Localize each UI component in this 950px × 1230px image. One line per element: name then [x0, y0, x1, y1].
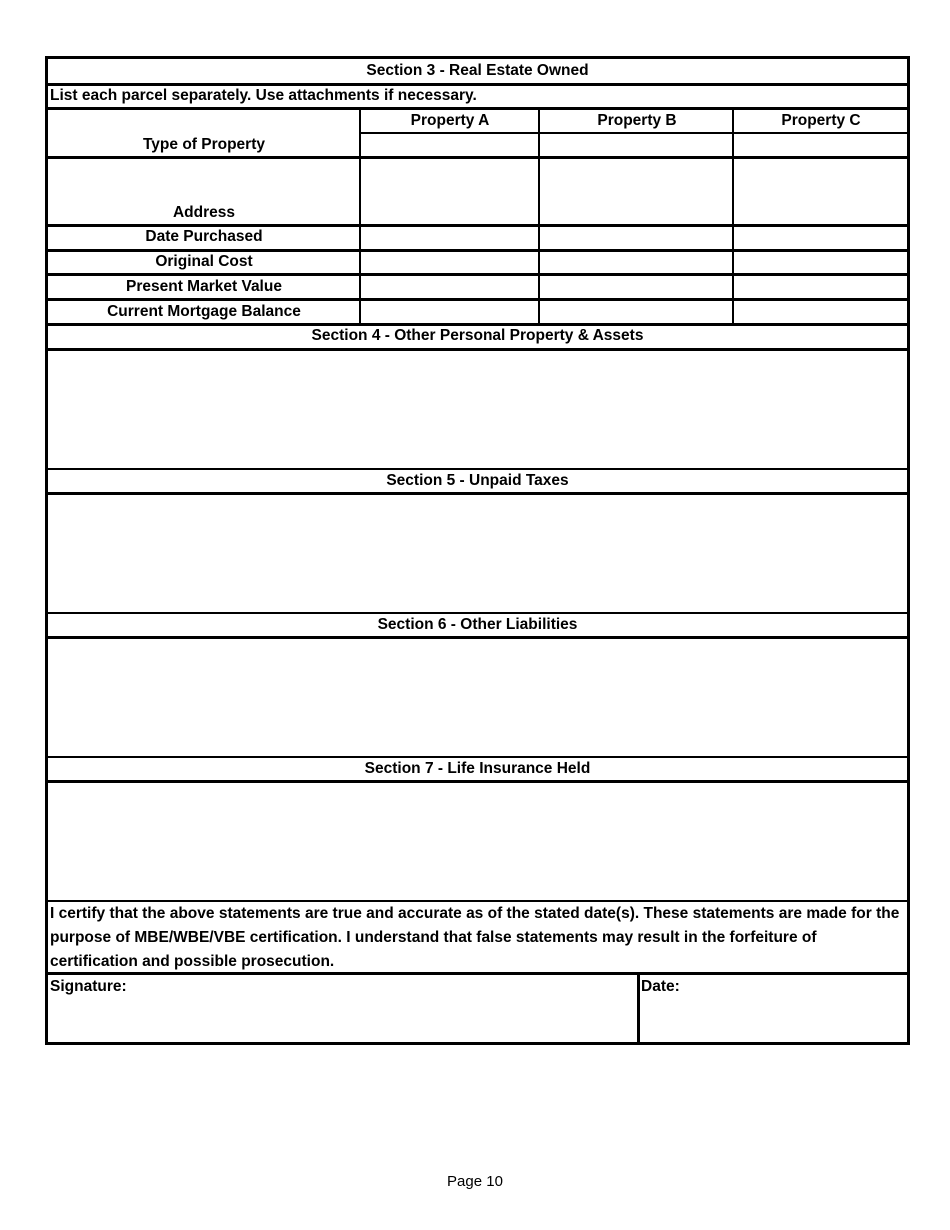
column-header-property-b: Property B — [597, 112, 677, 129]
divider — [48, 468, 907, 470]
section-6-text-area[interactable] — [50, 639, 905, 754]
section-3-title: Section 3 - Real Estate Owned — [366, 62, 589, 79]
section-6-title: Section 6 - Other Liabilities — [377, 616, 578, 633]
divider — [48, 107, 907, 110]
row-label-original-cost: Original Cost — [155, 253, 253, 270]
section-5-title: Section 5 - Unpaid Taxes — [386, 472, 569, 489]
mortgage-balance-c-field[interactable] — [734, 301, 907, 322]
row-label-type-of-property: Type of Property — [142, 136, 265, 153]
original-cost-c-field[interactable] — [734, 252, 907, 272]
page-number: Page 10 — [447, 1173, 503, 1190]
type-of-property-a-field[interactable] — [361, 134, 537, 155]
signature-date-divider — [637, 972, 640, 1045]
real-estate-form — [45, 56, 910, 1045]
address-c-field[interactable] — [734, 159, 907, 223]
divider — [48, 756, 907, 758]
date-purchased-c-field[interactable] — [734, 227, 907, 248]
row-label-address: Address — [172, 204, 236, 221]
row-label-present-market-value: Present Market Value — [126, 278, 282, 295]
row-label-date-purchased: Date Purchased — [145, 228, 263, 245]
date-field[interactable] — [642, 999, 906, 1043]
column-header-property-c: Property C — [781, 112, 861, 129]
type-of-property-b-field[interactable] — [540, 134, 731, 155]
section-3-instruction: List each parcel separately. Use attachments if necessary. — [50, 87, 477, 104]
section-5-text-area[interactable] — [50, 495, 905, 610]
address-b-field[interactable] — [540, 159, 731, 223]
mortgage-balance-a-field[interactable] — [361, 301, 537, 322]
divider — [48, 83, 907, 86]
row-label-current-mortgage-balance: Current Mortgage Balance — [107, 303, 301, 320]
column-header-property-a: Property A — [410, 112, 490, 129]
section-4-title: Section 4 - Other Personal Property & Assets — [311, 327, 644, 344]
date-label: Date: — [641, 978, 680, 995]
date-purchased-b-field[interactable] — [540, 227, 731, 248]
type-of-property-c-field[interactable] — [734, 134, 907, 155]
certification-statement: I certify that the above statements are true and accurate as of the stated date(s). These statements are made for the purpose of MBE/WBE/VBE certification. I understand that false statements may result in the forfeiture of certification and possible prosecution. — [50, 905, 900, 970]
original-cost-a-field[interactable] — [361, 252, 537, 272]
divider — [48, 612, 907, 614]
mortgage-balance-b-field[interactable] — [540, 301, 731, 322]
section-7-title: Section 7 - Life Insurance Held — [364, 760, 591, 777]
market-value-a-field[interactable] — [361, 276, 537, 297]
divider — [48, 972, 907, 975]
date-purchased-a-field[interactable] — [361, 227, 537, 248]
section-7-text-area[interactable] — [50, 783, 905, 898]
divider — [48, 323, 907, 326]
original-cost-b-field[interactable] — [540, 252, 731, 272]
signature-label: Signature: — [50, 978, 127, 995]
section-4-text-area[interactable] — [50, 351, 905, 466]
signature-field[interactable] — [50, 999, 635, 1043]
market-value-c-field[interactable] — [734, 276, 907, 297]
address-a-field[interactable] — [361, 159, 537, 223]
market-value-b-field[interactable] — [540, 276, 731, 297]
